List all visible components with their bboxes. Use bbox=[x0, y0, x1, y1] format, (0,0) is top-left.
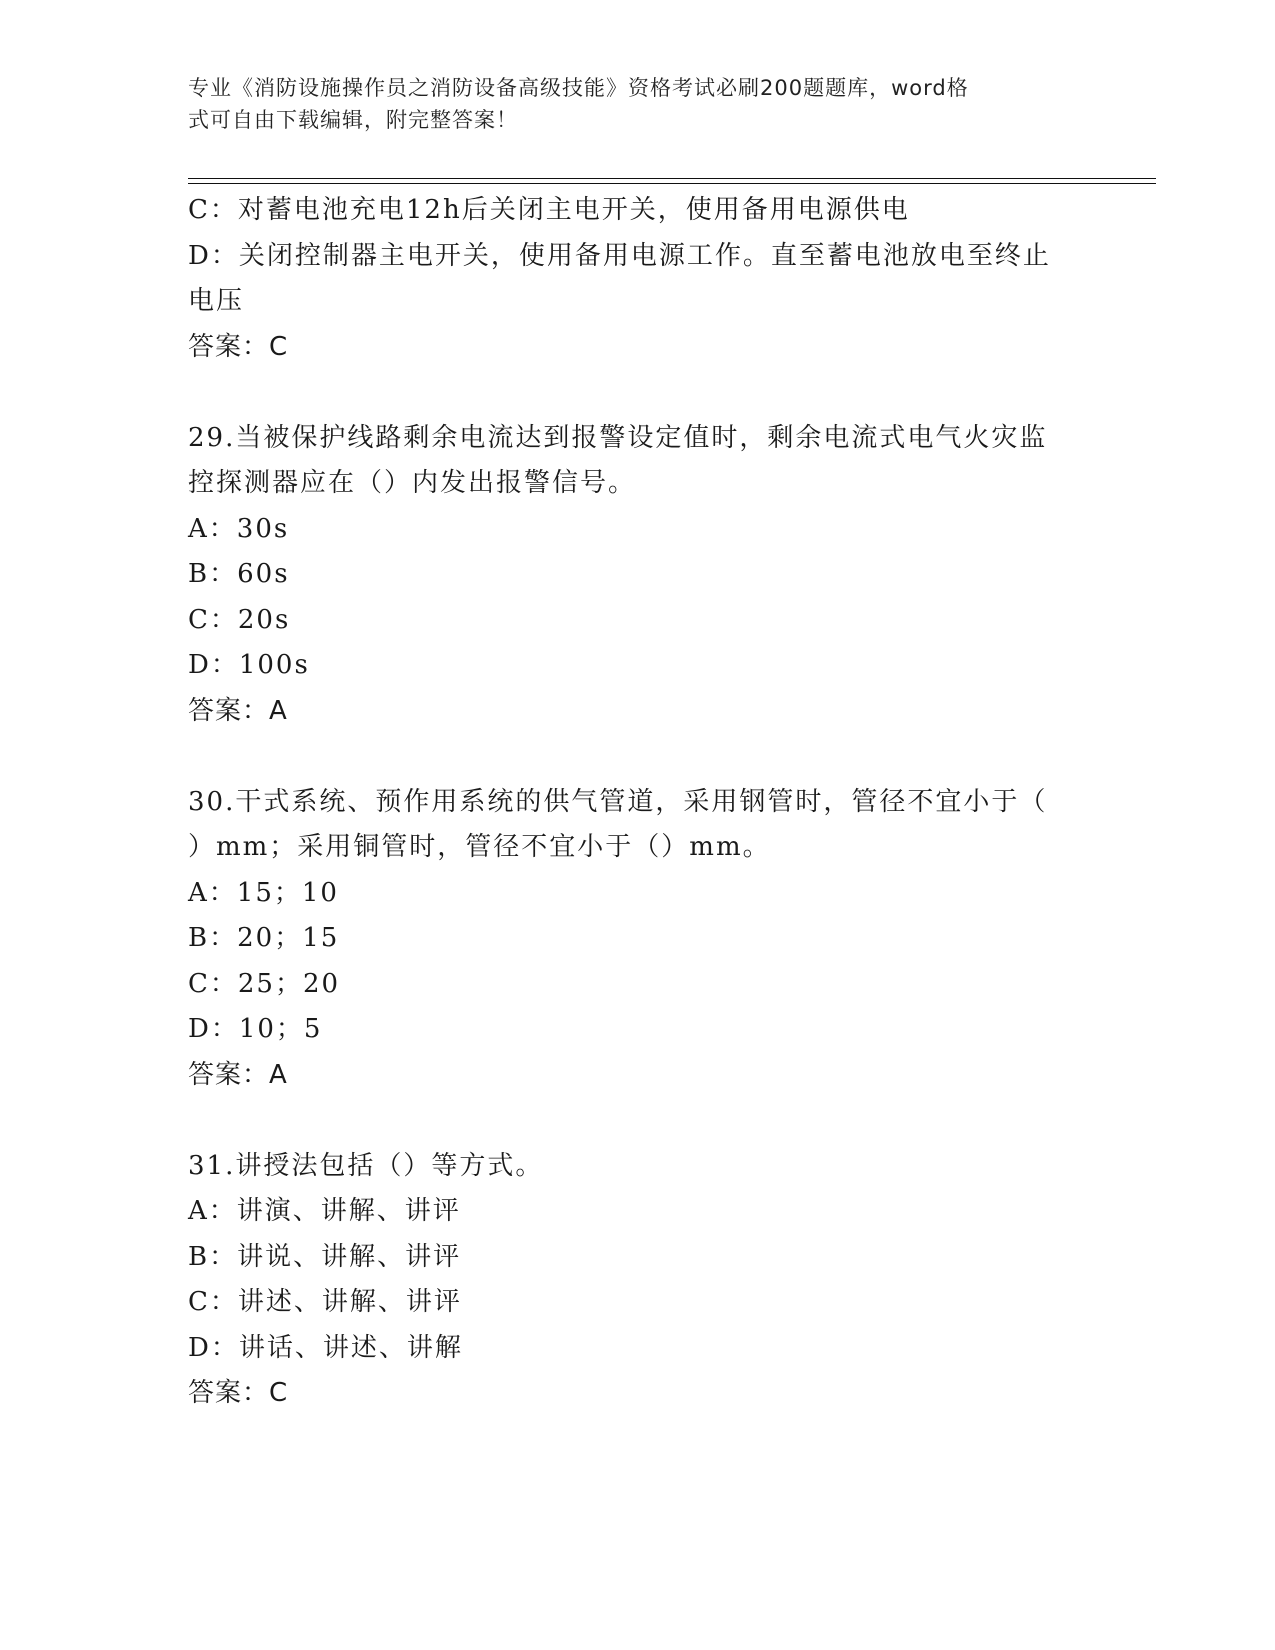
question-31 bbox=[188, 1144, 1068, 1417]
option-d: D：讲话、讲述、讲解 bbox=[188, 1332, 463, 1363]
option-b: B：20；15 bbox=[188, 923, 340, 953]
option-a: A：讲演、讲解、讲评 bbox=[188, 1196, 461, 1226]
question-stem-line-2: ）mm；采用铜管时，管径不宜小于（）mm。 bbox=[188, 832, 771, 862]
option-c: C：20s bbox=[188, 604, 291, 635]
option-c: C：对蓄电池充电12h后关闭主电开关，使用备用电源供电 bbox=[188, 195, 910, 225]
question-stem-line-1: 31.讲授法包括（）等方式。 bbox=[188, 1150, 544, 1181]
document-header bbox=[188, 72, 1068, 136]
option-c: C：讲述、讲解、讲评 bbox=[188, 1287, 462, 1317]
option-b: B：讲说、讲解、讲评 bbox=[188, 1241, 462, 1272]
header-divider-top bbox=[188, 178, 1156, 179]
spacer bbox=[188, 734, 1068, 780]
header-divider-bottom bbox=[188, 183, 1156, 184]
question-content bbox=[188, 188, 1068, 1417]
option-d: D：10；5 bbox=[188, 1014, 323, 1044]
option-c: C：25；20 bbox=[188, 968, 341, 999]
question-stem-line-1: 29.当被保护线路剩余电流达到报警设定值时，剩余电流式电气火灾监 bbox=[188, 422, 1048, 453]
question-29 bbox=[188, 416, 1068, 735]
question-stem-line-2: 控探测器应在（）内发出报警信号。 bbox=[188, 468, 637, 498]
option-d: D：100s bbox=[188, 650, 310, 680]
spacer bbox=[188, 1098, 1068, 1144]
option-d-line-1: D：关闭控制器主电开关，使用备用电源工作。直至蓄电池放电至终止 bbox=[188, 240, 1051, 271]
answer: 答案：C bbox=[188, 1378, 289, 1408]
header-line-2: 式可自由下载编辑，附完整答案！ bbox=[188, 108, 518, 132]
spacer bbox=[188, 370, 1068, 416]
question-30 bbox=[188, 780, 1068, 1099]
answer: 答案：A bbox=[188, 695, 288, 726]
question-stem-line-1: 30.干式系统、预作用系统的供气管道，采用钢管时，管径不宜小于（ bbox=[188, 786, 1048, 817]
option-a: A：30s bbox=[188, 513, 290, 544]
answer: 答案：C bbox=[188, 331, 289, 362]
option-a: A：15；10 bbox=[188, 877, 339, 908]
option-d-line-2: 电压 bbox=[188, 286, 245, 316]
answer: 答案：A bbox=[188, 1059, 288, 1090]
question-28-tail bbox=[188, 188, 1068, 370]
option-b: B：60s bbox=[188, 559, 290, 589]
header-line-1: 专业《消防设施操作员之消防设备高级技能》资格考试必刷200题题库，word格 bbox=[188, 76, 969, 100]
